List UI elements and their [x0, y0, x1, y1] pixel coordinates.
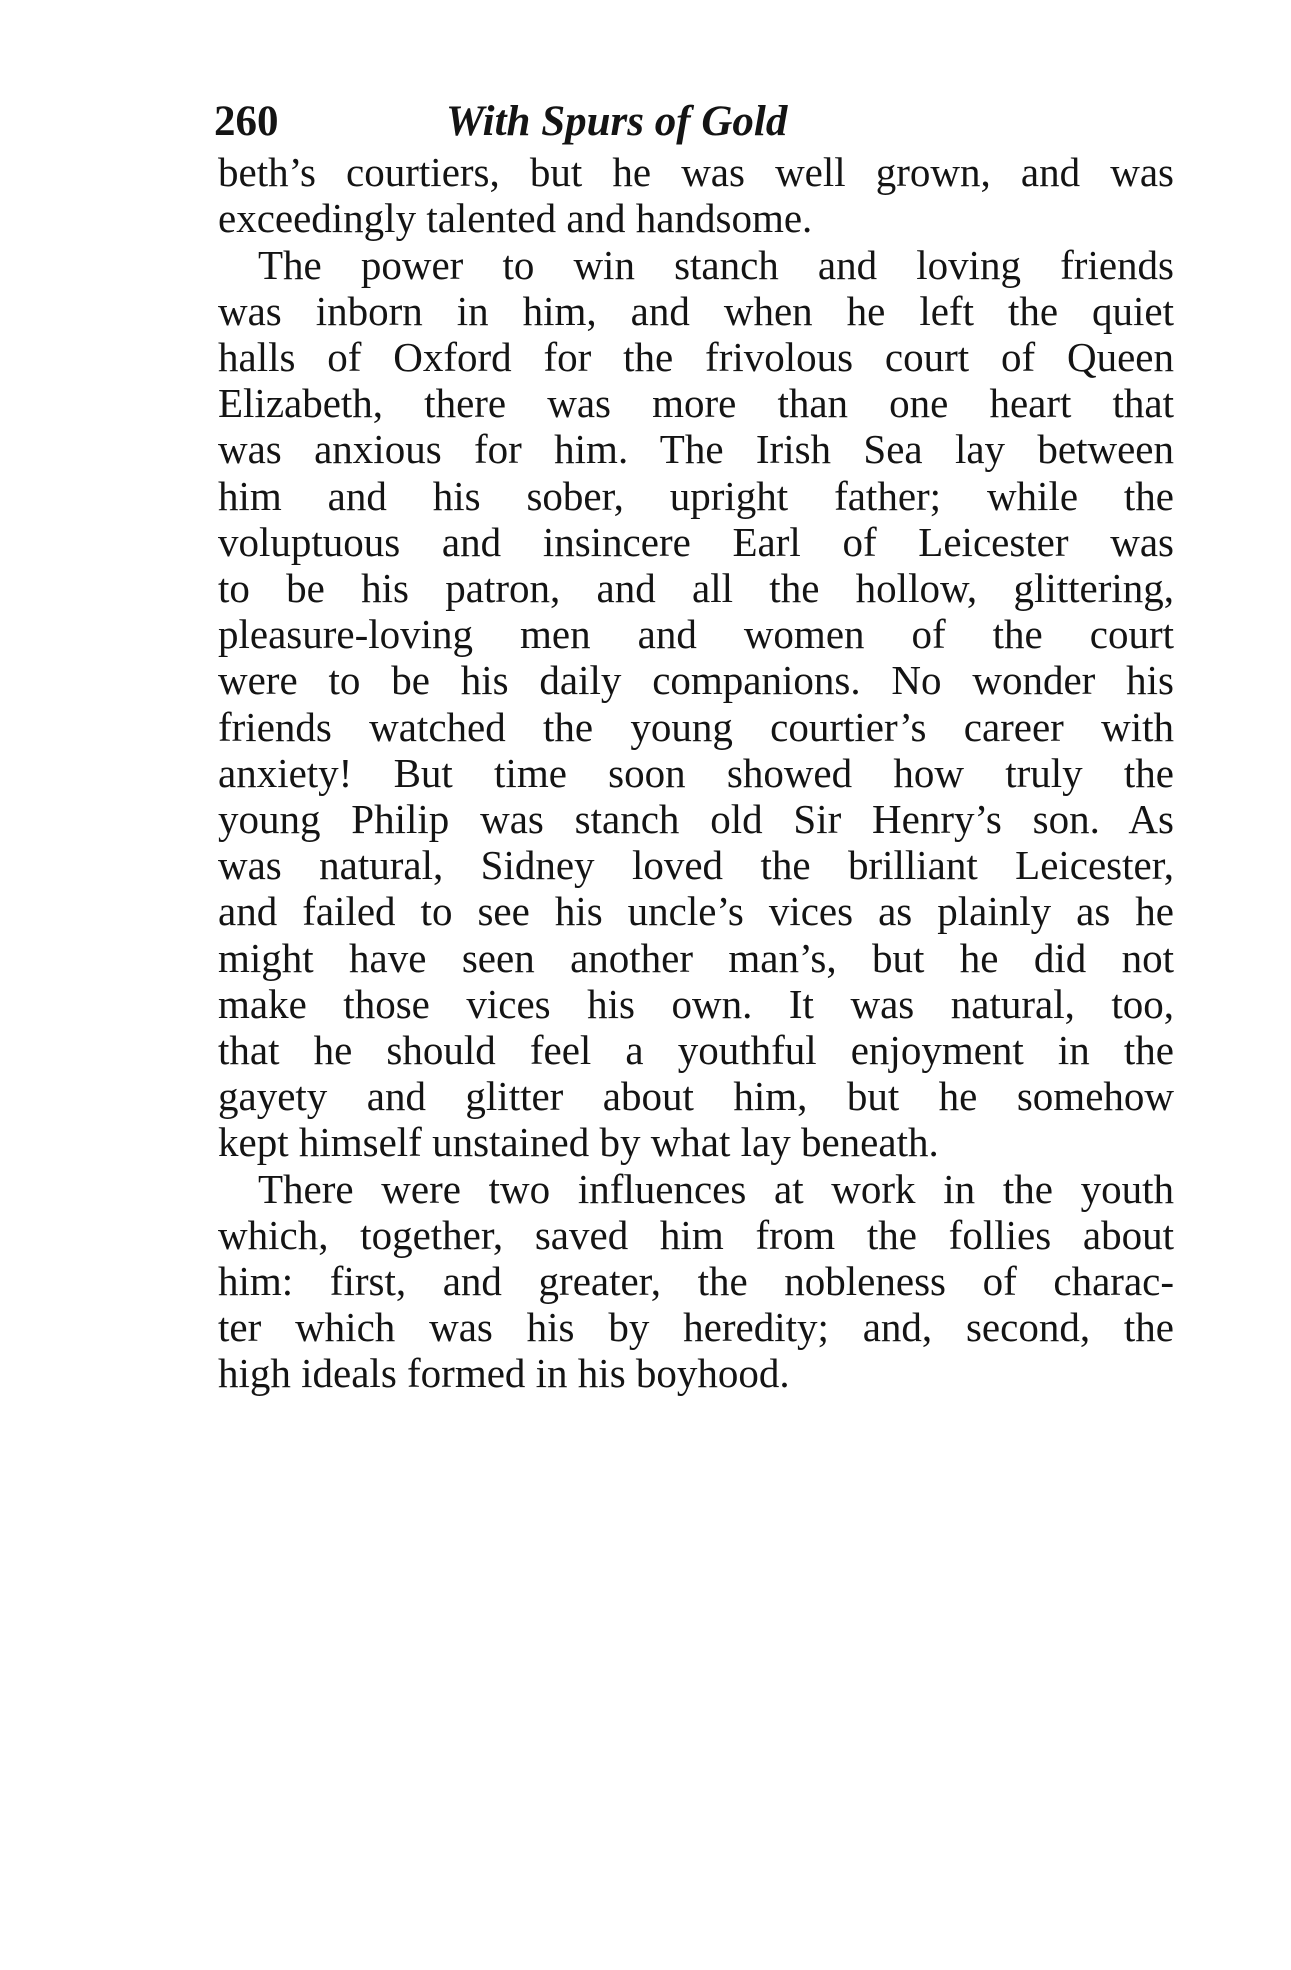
- text-line: anxiety! But time soon showed how truly the: [218, 750, 1174, 796]
- text-line: pleasure-loving men and women of the court: [218, 611, 1174, 657]
- text-line: young Philip was stanch old Sir Henry’s son. As: [218, 796, 1174, 842]
- text-line: might have seen another man’s, but he did not: [218, 935, 1174, 981]
- text-line: was natural, Sidney loved the brilliant Leicester,: [218, 842, 1174, 888]
- text-line: to be his patron, and all the hollow, glittering,: [218, 565, 1174, 611]
- text-line: was inborn in him, and when he left the quiet: [218, 288, 1174, 334]
- text-line: kept himself unstained by what lay beneath.: [218, 1119, 939, 1165]
- text-line: exceedingly talented and handsome.: [218, 195, 813, 241]
- text-line: make those vices his own. It was natural, too,: [218, 981, 1174, 1027]
- text-line: were to be his daily companions. No wonder his: [218, 657, 1174, 703]
- text-line: ter which was his by heredity; and, second, the: [218, 1304, 1174, 1350]
- text-line: him and his sober, upright father; while the: [218, 473, 1174, 519]
- text-line: There were two influences at work in the youth: [258, 1166, 1174, 1212]
- running-title: With Spurs of Gold: [446, 98, 788, 145]
- text-line: Elizabeth, there was more than one heart that: [218, 380, 1174, 426]
- text-line: that he should feel a youthful enjoyment in the: [218, 1027, 1174, 1073]
- text-line: beth’s courtiers, but he was well grown, and was: [218, 149, 1174, 195]
- text-line: was anxious for him. The Irish Sea lay between: [218, 426, 1174, 472]
- text-line: friends watched the young courtier’s career with: [218, 704, 1174, 750]
- text-line: The power to win stanch and loving friends: [258, 242, 1174, 288]
- text-line: and failed to see his uncle’s vices as plainly as he: [218, 888, 1174, 934]
- text-line: halls of Oxford for the frivolous court of Queen: [218, 334, 1174, 380]
- text-line: gayety and glitter about him, but he somehow: [218, 1073, 1174, 1119]
- text-line: voluptuous and insincere Earl of Leicester was: [218, 519, 1174, 565]
- text-line: which, together, saved him from the follies about: [218, 1212, 1174, 1258]
- text-line: him: first, and greater, the nobleness of charac-: [218, 1258, 1174, 1304]
- text-line: high ideals formed in his boyhood.: [218, 1350, 790, 1396]
- page-number: 260: [214, 98, 279, 145]
